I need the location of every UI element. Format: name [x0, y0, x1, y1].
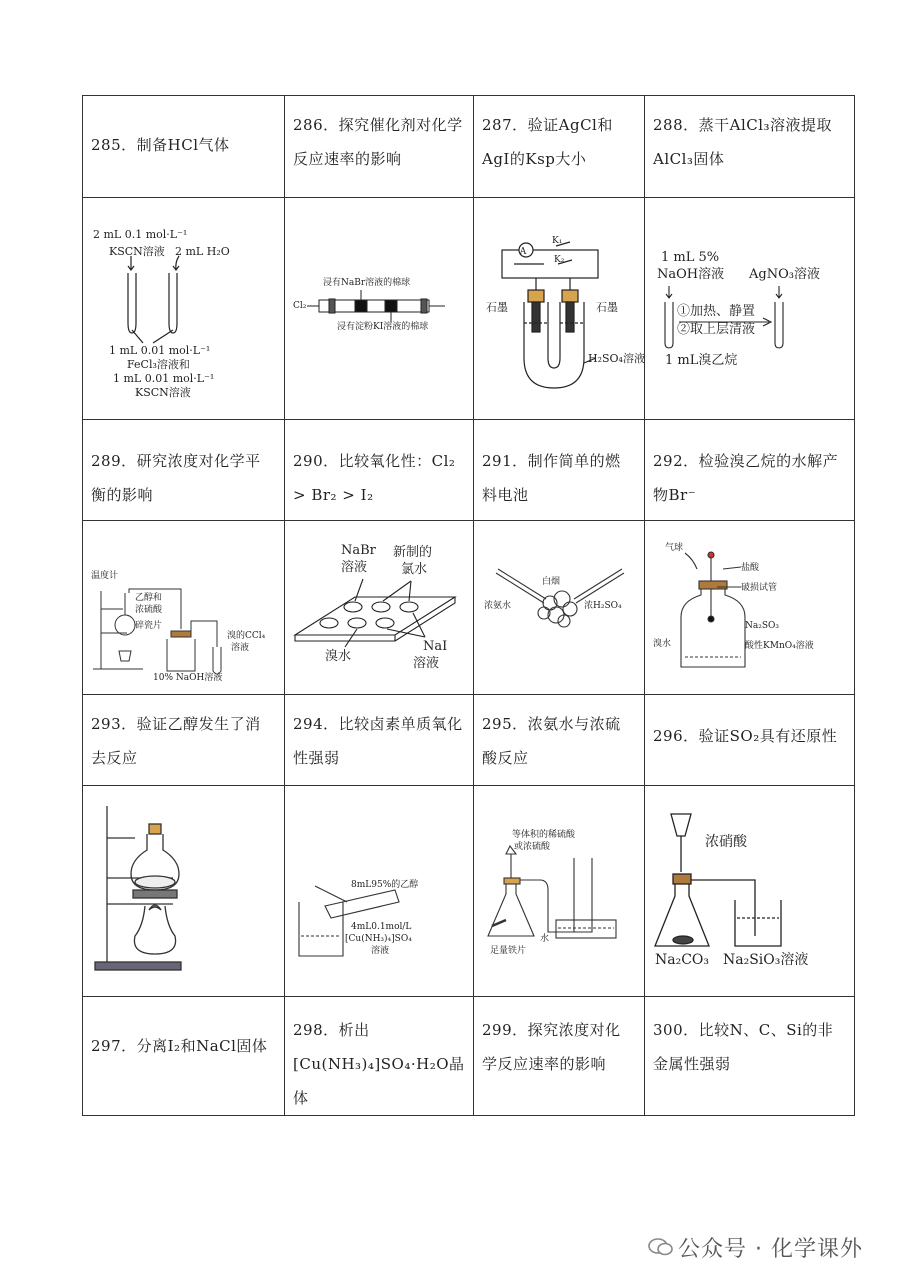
caption-289: 289．研究浓度对化学平衡的影响	[91, 452, 261, 504]
caption-286: 286．探究催化剂对化学反应速率的影响	[293, 116, 463, 168]
diagram-cell-291	[474, 521, 645, 695]
cell-291	[474, 420, 645, 521]
beaker-drawing	[285, 786, 474, 996]
tube-cotton-diagram: 浸有NaBr溶液的棉球 Cl₂ 浸有淀粉KI溶液的棉球	[285, 198, 473, 419]
caption-291: 291．制作简单的燃料电池	[482, 452, 621, 504]
diagram-cell-296	[645, 786, 855, 997]
cell-300	[645, 997, 855, 1116]
plate-drawing	[285, 521, 474, 693]
cell-298	[285, 997, 474, 1116]
svg-text:A: A	[519, 247, 527, 257]
diagram-cell-292	[645, 521, 855, 695]
caption-297: 297．分离I₂和NaCl固体	[91, 1037, 268, 1055]
cell-285	[83, 96, 285, 198]
caption-295: 295．浓氨水与浓硫酸反应	[482, 715, 621, 767]
spot-plate-diagram: NaBr 溶液 新制的 氯水 溴水 NaI 溶液	[285, 521, 473, 694]
diagram-cell-286	[285, 198, 474, 420]
test-tube-transfer-diagram: 1 mL 5% NaOH溶液 AgNO₃溶液 ①加热、静置 ②取上层清液 1 mL溴乙烷	[645, 198, 854, 419]
stand-flask-drawing	[83, 786, 283, 996]
diagram-cell-293	[83, 786, 285, 997]
tubes-arrow-drawing	[645, 198, 855, 418]
caption-287: 287．验证AgCl和AgI的Ksp大小	[482, 116, 613, 168]
caption-293: 293．验证乙醇发生了消去反应	[91, 715, 261, 767]
cell-287	[474, 96, 645, 198]
cell-293	[83, 695, 285, 786]
caption-292: 292．检验溴乙烷的水解产物Br⁻	[653, 452, 839, 504]
u-tube-electrolysis-diagram: A K₁ K₂ 石墨 石墨 H₂SO₄溶液	[474, 198, 644, 419]
cell-296	[645, 695, 855, 786]
diagram-cell-294	[285, 786, 474, 997]
bottle-balloon-diagram: 气球 盐酸 破损试管 Na₂SO₃ 溴水 酸性KMnO₄溶液	[645, 521, 854, 694]
caption-294: 294．比较卤素单质氧化性强弱	[293, 715, 463, 767]
test-tubes-drawing	[83, 198, 283, 418]
caption-296: 296．验证SO₂具有还原性	[653, 727, 838, 745]
test-tube-diagram: 2 mL 0.1 mol·L⁻¹ KSCN溶液 2 mL H₂O 1 mL 0.01 mol·L⁻¹ FeCl₃溶液和 1 mL 0.01 mol·L⁻¹ KSCN溶液	[83, 198, 284, 419]
cell-294	[285, 695, 474, 786]
cell-295	[474, 695, 645, 786]
cell-286	[285, 96, 474, 198]
cell-299	[474, 997, 645, 1116]
diagram-cell-289	[83, 521, 285, 695]
flask-cylinder-drawing	[474, 786, 645, 996]
cell-290	[285, 420, 474, 521]
apparatus-drawing	[83, 521, 283, 693]
caption-298: 298．析出[Cu(NH₃)₄]SO₄·H₂O晶体	[293, 1021, 465, 1107]
diagram-cell-288	[645, 198, 855, 420]
rods-drawing	[474, 521, 645, 693]
cell-289	[83, 420, 285, 521]
caption-285: 285．制备HCl气体	[91, 136, 230, 154]
experiment-table	[82, 95, 855, 1116]
diagram-cell-285	[83, 198, 285, 420]
glass-tube-drawing	[285, 198, 474, 418]
iron-stand-diagram	[83, 786, 284, 996]
bottle-drawing	[645, 521, 855, 693]
cell-297	[83, 997, 285, 1116]
smoke-diagram: 白烟 浓氨水 浓H₂SO₄	[474, 521, 644, 694]
caption-290: 290．比较氧化性：Cl₂ > Br₂ > I₂	[293, 452, 456, 504]
caption-299: 299．探究浓度对化学反应速率的影响	[482, 1021, 621, 1073]
caption-288: 288．蒸干AlCl₃溶液提取AlCl₃固体	[653, 116, 833, 168]
distillation-diagram: 温度计 乙醇和 浓硫酸 碎瓷片 10% NaOH溶液 溴的CCl₄ 溶液	[83, 521, 284, 694]
flask-gas-diagram: 等体积的稀硫酸 或浓硫酸 足量铁片 水	[474, 786, 644, 996]
funnel-beaker-drawing	[645, 786, 855, 996]
diagram-cell-290	[285, 521, 474, 695]
cell-288	[645, 96, 855, 198]
footer-account-label: 公众号 · 化学课外	[678, 1237, 863, 1262]
caption-300: 300．比较N、C、Si的非金属性强弱	[653, 1021, 834, 1073]
diagram-cell-287	[474, 198, 645, 420]
beaker-tube-diagram: 8mL95%的乙醇 4mL0.1mol/L [Cu(NH₃)₄]SO₄ 溶液	[285, 786, 473, 996]
diagram-cell-295	[474, 786, 645, 997]
funnel-flask-diagram: 浓硝酸 Na₂CO₃ Na₂SiO₃溶液	[645, 786, 854, 996]
cell-292	[645, 420, 855, 521]
